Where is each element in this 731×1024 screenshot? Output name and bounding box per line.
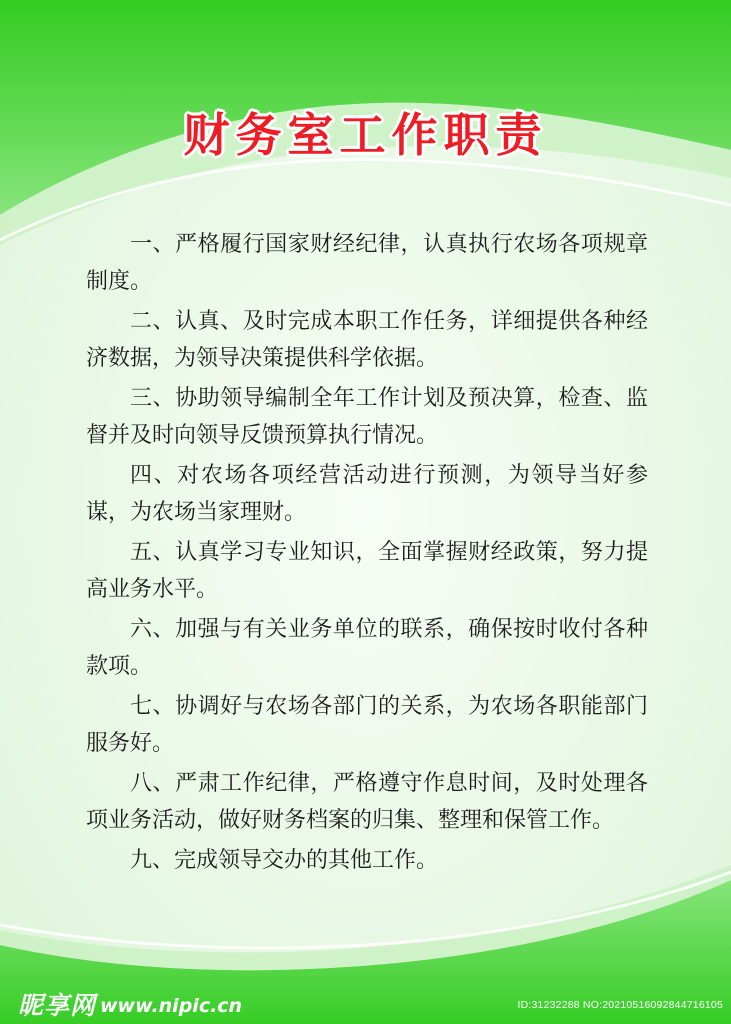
watermark-logo: 昵享网	[18, 991, 97, 1020]
list-item: 二、认真、及时完成本职工作任务，详细提供各种经济数据，为领导决策提供科学依据。	[86, 309, 648, 371]
watermark-site: www.nipic.cn	[100, 995, 243, 1017]
list-item: 五、认真学习专业知识，全面掌握财经政策，努力提高业务水平。	[86, 540, 648, 602]
list-item: 七、协调好与农场各部门的关系，为农场各职能部门服务好。	[86, 694, 648, 756]
list-item: 九、完成领导交办的其他工作。	[130, 848, 439, 873]
duties-list	[86, 226, 648, 882]
list-item: 六、加强与有关业务单位的联系，确保按时收付各种款项。	[86, 617, 648, 679]
list-item: 三、协助领导编制全年工作计划及预决算，检查、监督并及时向领导反馈预算执行情况。	[86, 386, 648, 448]
watermark-bar	[0, 988, 731, 1024]
list-item: 八、严肃工作纪律，严格遵守作息时间，及时处理各项业务活动，做好财务档案的归集、整理和保管工作。	[86, 771, 648, 833]
watermark-id: ID:31232288 NO:20210516092844716105	[517, 999, 723, 1011]
list-item: 四、对农场各项经营活动进行预测，为领导当好参谋，为农场当家理财。	[86, 463, 648, 525]
page-title: 财务室工作职责	[183, 108, 548, 162]
list-item: 一、严格履行国家财经纪律，认真执行农场各项规章制度。	[86, 232, 648, 294]
